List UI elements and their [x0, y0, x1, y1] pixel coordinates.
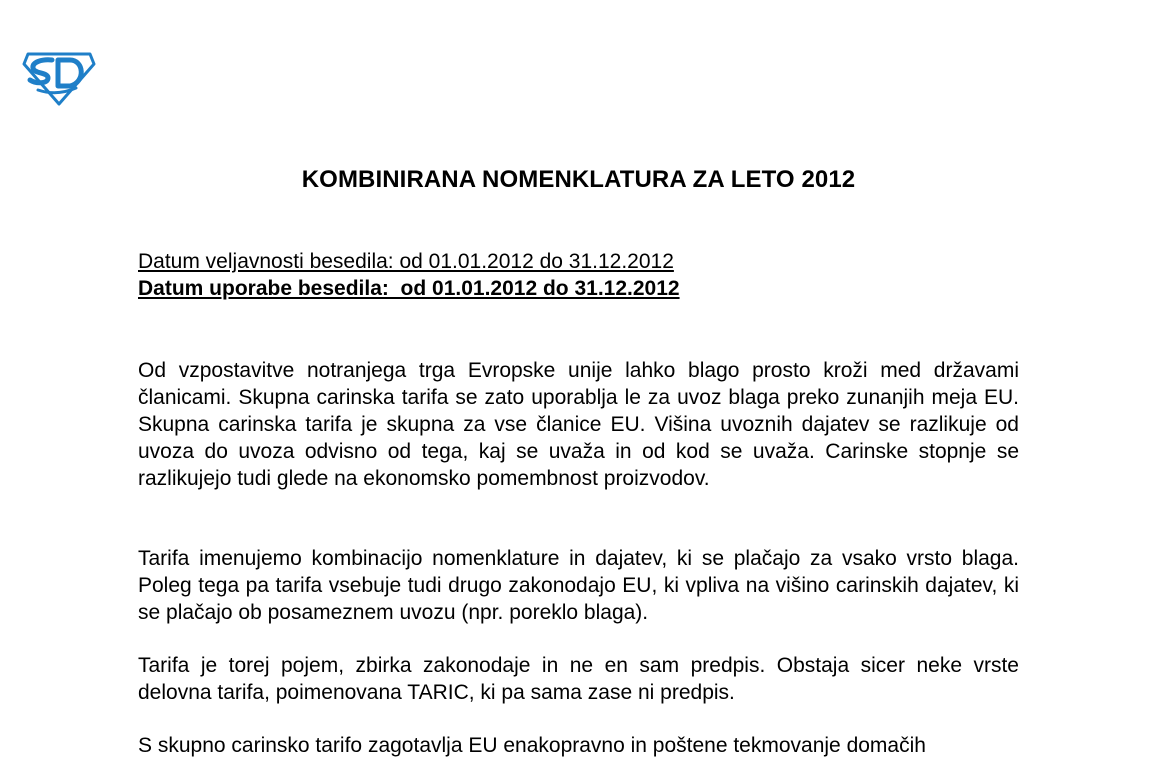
paragraph-4: S skupno carinsko tarifo zagotavlja EU enakopravno in poštene tekmovanje domačih [138, 734, 926, 757]
paragraph-3: Tarifa je torej pojem, zbirka zakonodaje in ne en sam predpis. Obstaja sicer neke vrste delovna tarifa, poimenovana TARIC, ki pa sama zase ni predpis. [138, 654, 1019, 704]
document-title: KOMBINIRANA NOMENKLATURA ZA LETO 2012 [301, 166, 856, 193]
usage-date: Datum uporabe besedila: od 01.01.2012 do 31.12.2012 [138, 277, 680, 300]
paragraph-2: Tarifa imenujemo kombinacijo nomenklature in dajatev, ki se plačajo za vsako vrsto blaga. Poleg tega pa tarifa vsebuje tudi drugo zakonodajo EU, ki vpliva na višino carinskih dajatev, ki se plačajo ob posameznem uvozu (npr. poreklo blaga). [138, 547, 1019, 624]
logo [22, 50, 96, 106]
sd-shield-logo-icon [22, 50, 96, 106]
paragraph-1: Od vzpostavitve notranjega trga Evropske unije lahko blago prosto kroži med državami članicami. Skupna carinska tarifa se zato uporablja le za uvoz blaga preko zunanjih meja EU. Skupna carinska tarifa je skupna za vse članice EU. Višina uvoznih dajatev se razlikuje od uvoza do uvoza odvisno od tega, kaj se uvaža in od kod se uvaža. Carinske stopnje se razlikujejo tudi glede na ekonomsko pomembnost proizvodov. [138, 359, 1019, 490]
validity-date: Datum veljavnosti besedila: od 01.01.2012 do 31.12.2012 [138, 250, 674, 273]
